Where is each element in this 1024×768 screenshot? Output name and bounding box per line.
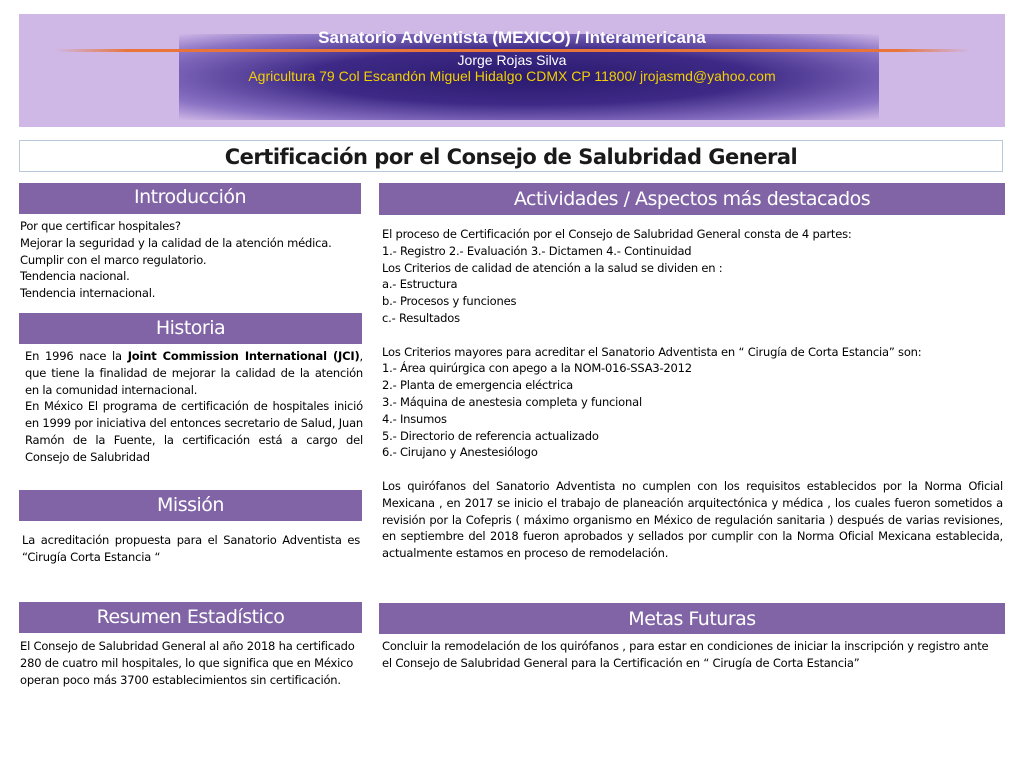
historia-p1-end: , que tiene la finalidad de mejorar la calidad de la atención en la comunidad internacional. [25,349,363,397]
actividades-line: c.- Resultados [382,310,460,325]
metas-line: Concluir la remodelación de los quirófanos , para estar en condiciones de iniciar la inscripción y registro ante [382,639,989,653]
actividades-line: 1.- Registro 2.- Evaluación 3.- Dictamen 4.- Continuidad [382,243,692,258]
criterios-line: 5.- Directorio de referencia actualizado [382,428,599,443]
section-header-resumen: Resumen Estadístico [19,602,362,633]
section-header-introduccion: Introducción [19,183,361,214]
historia-paragraph-2: En México El programa de certificación de hospitales inició en 1999 por iniciativa del entonces secretario de Salud, Juan Ramón de la Fuente, la certificación está a cargo del Consejo de Salubridad [25,399,363,464]
banner-author: Jorge Rojas Silva [457,52,567,68]
banner-title: Sanatorio Adventista (MEXICO) / Interamericana [318,28,706,47]
section-header-actividades: Actividades / Aspectos más destacados [379,183,1005,215]
mission-paragraph: La acreditación propuesta para el Sanatorio Adventista es “Cirugía Corta Estancia “ [22,533,360,564]
introduccion-text [20,218,362,302]
historia-p1-bold: Joint Commission International (JCI) [127,349,360,363]
criterios-line: 1.- Área quirúrgica con apego a la NOM-016-SSA3-2012 [382,361,692,376]
mission-text [22,532,360,566]
spacer [382,327,1003,344]
section-header-historia: Historia [19,313,362,344]
list-item: Mejorar la seguridad y la calidad de la atención médica. [20,235,332,250]
actividades-line: a.- Estructura [382,277,458,292]
list-item: Por que certificar hospitales? [20,219,181,233]
spacer [382,461,1003,478]
page-title: Certificación por el Consejo de Salubridad General [19,140,1003,172]
list-item: Cumplir con el marco regulatorio. [20,252,207,267]
actividades-line: Los Criterios de calidad de atención a la salud se dividen en : [382,260,723,275]
resumen-line: El Consejo de Salubridad General al año 2018 ha certificado [20,639,355,653]
criterios-line: 4.- Insumos [382,411,447,426]
criterios-line: 2.- Planta de emergencia eléctrica [382,378,573,393]
historia-text [25,348,363,466]
quirofanos-paragraph: Los quirófanos del Sanatorio Adventista no cumplen con los requisitos establecidos por la Norma Oficial Mexicana , en 2017 se inicio el trabajo de planeación arquitectónica y médica , los cuales fueron sometidos a revisión por la Cofepris ( máximo organismo en México de regulación sanitaria ) después de varias revisiones, en septiembre del 2018 fueron aprobados y sellados por cumplir con la Norma Oficial Mexicana establecida, actualmente estamos en proceso de remodelación. [382,478,1003,561]
banner-address: Agricultura 79 Col Escandón Miguel Hidalgo CDMX CP 11800/ jrojasmd@yahoo.com [248,68,776,84]
resumen-line: operan poco más 3700 establecimientos sin certificación. [20,672,341,687]
list-item: Tendencia nacional. [20,269,130,284]
actividades-line: El proceso de Certificación por el Consejo de Salubridad General consta de 4 partes: [382,227,852,241]
criterios-line: 3.- Máquina de anestesia completa y funcional [382,394,642,409]
criterios-line: Los Criterios mayores para acreditar el Sanatorio Adventista en “ Cirugía de Corta Estancia” son: [382,344,922,359]
historia-paragraph-1 [25,348,363,398]
actividades-line: b.- Procesos y funciones [382,294,517,309]
historia-p1-start: En 1996 nace la [25,349,128,363]
metas-text [382,638,1007,672]
resumen-text [20,638,365,688]
section-header-metas: Metas Futuras [379,603,1005,634]
metas-line: el Consejo de Salubridad General para la Certificación en “ Cirugía de Corta Estancia” [382,655,860,670]
actividades-text [382,226,1003,562]
section-header-mission: Missión [19,490,362,521]
list-item: Tendencia internacional. [20,286,156,301]
resumen-line: 280 de cuatro mil hospitales, lo que significa que en México [20,655,354,670]
criterios-line: 6.- Cirujano y Anestesiólogo [382,445,538,460]
